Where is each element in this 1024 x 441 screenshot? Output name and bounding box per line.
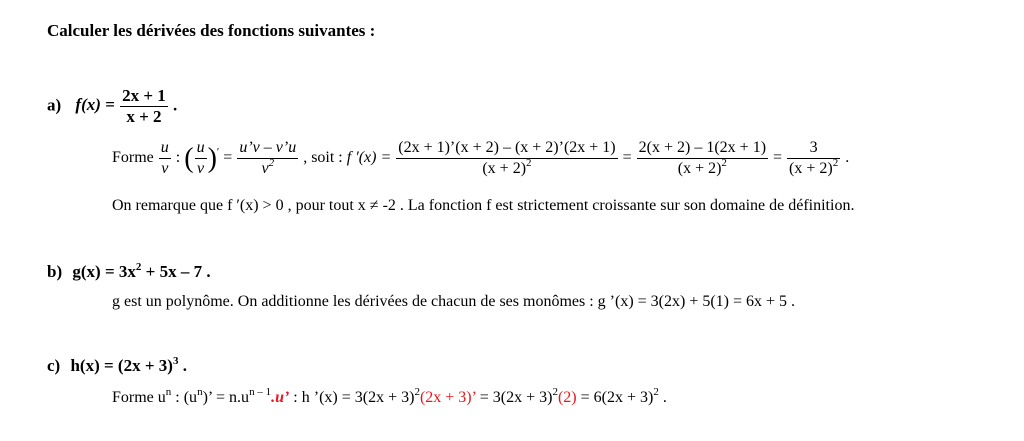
close-paren: ) xyxy=(207,142,217,174)
c-exp-2c: 2 xyxy=(653,386,659,398)
part-c-definition xyxy=(47,356,187,376)
c-mid3: : h ’(x) = 3(2x + 3) xyxy=(289,389,415,406)
soit-text: , soit : xyxy=(303,149,343,167)
part-c-hx: h(x) = (2x + 3) xyxy=(70,356,173,375)
part-c-exp: 3 xyxy=(172,355,179,367)
c-exp-n-1: n xyxy=(165,386,172,398)
part-b-line: g est un polynôme. On additionne les dérivées de chacun de ses monômes : g ’(x) = 3(2x) + 5(1) = 6x + 5 . xyxy=(112,293,796,310)
forme-v: v xyxy=(161,160,169,177)
c-uprime-red: .u’ xyxy=(271,389,290,406)
equals-1: = xyxy=(223,149,233,167)
part-b-definition xyxy=(47,262,211,282)
quotient-rule-denominator: $v^2$ xyxy=(261,157,275,177)
fprime-f1-denominator: $(x + 2)^2$ xyxy=(482,157,532,177)
part-a-forme-line xyxy=(112,138,849,179)
part-b-exp: 2 xyxy=(135,261,142,273)
quotient-rule-numerator: u’v – v’u xyxy=(237,138,298,159)
part-b-gx: g(x) = 3x xyxy=(72,262,136,281)
part-a-dot: . xyxy=(173,95,178,115)
part-c-dot: . xyxy=(178,356,187,375)
c-end: . xyxy=(658,389,667,406)
forme-label: Forme xyxy=(112,149,154,167)
fprime-f2-numerator: 2(x + 2) – 1(2x + 1) xyxy=(637,138,768,159)
c-exp-2b: 2 xyxy=(552,386,558,398)
page-title: Calculer les dérivées des fonctions suivantes : xyxy=(47,21,376,40)
forme-colon: : xyxy=(175,149,181,167)
quotient-rule-fraction xyxy=(237,138,298,179)
paren-u-over-v xyxy=(195,138,207,179)
part-a-fraction xyxy=(120,86,168,127)
equals-3: = xyxy=(773,149,783,167)
equals-2: = xyxy=(622,149,632,167)
fprime-f1-numerator: (2x + 1)’(x + 2) – (x + 2)’(2x + 1) xyxy=(396,138,617,159)
c-mid5: = 6(2x + 3) xyxy=(576,389,654,406)
part-a-definition xyxy=(47,86,177,127)
fprime-fraction-3 xyxy=(787,138,840,179)
paren-u: u xyxy=(195,138,207,159)
part-a-denominator: x + 2 xyxy=(126,107,162,126)
forme-u: u xyxy=(159,138,171,159)
c-exp-2a: 2 xyxy=(414,386,420,398)
part-b-label: b) xyxy=(47,262,63,281)
fprime-fraction-2 xyxy=(637,138,768,179)
c-exp-n-minus-1: n – 1 xyxy=(249,386,272,398)
paren-prime: ′ xyxy=(216,146,220,159)
paren-v: v xyxy=(197,160,205,177)
c-red1: (2x + 3)’ xyxy=(419,389,476,406)
part-c-line xyxy=(112,386,667,407)
open-paren: ( xyxy=(184,142,194,174)
forme-u-over-v xyxy=(159,138,171,179)
fprime-f3-numerator: 3 xyxy=(787,138,840,159)
part-b-rest: + 5x – 7 . xyxy=(141,262,211,281)
c-mid1: : (u xyxy=(171,389,198,406)
part-a-numerator: 2x + 1 xyxy=(122,86,166,105)
c-exp-n-2: n xyxy=(197,386,203,398)
fprime-f3-denominator: $(x + 2)^2$ xyxy=(789,157,839,177)
part-a-label: a) xyxy=(47,95,62,115)
c-mid2: )’ = n.u xyxy=(202,389,250,406)
end-dot: . xyxy=(845,149,850,167)
fprime-label: f ′(x) = xyxy=(346,149,392,167)
part-a-fx: f(x) = xyxy=(75,95,115,115)
fprime-fraction-1 xyxy=(396,138,617,179)
c-red2: (2) xyxy=(557,389,577,406)
part-c-label: c) xyxy=(47,356,61,375)
fprime-f2-denominator: $(x + 2)^2$ xyxy=(677,157,727,177)
c-forme: Forme u xyxy=(112,389,166,406)
c-mid4: = 3(2x + 3) xyxy=(475,389,553,406)
part-a-remark: On remarque que f ′(x) > 0 , pour tout x ≠ -2 . La fonction f est strictement croissante sur son domaine de définition. xyxy=(112,197,855,214)
